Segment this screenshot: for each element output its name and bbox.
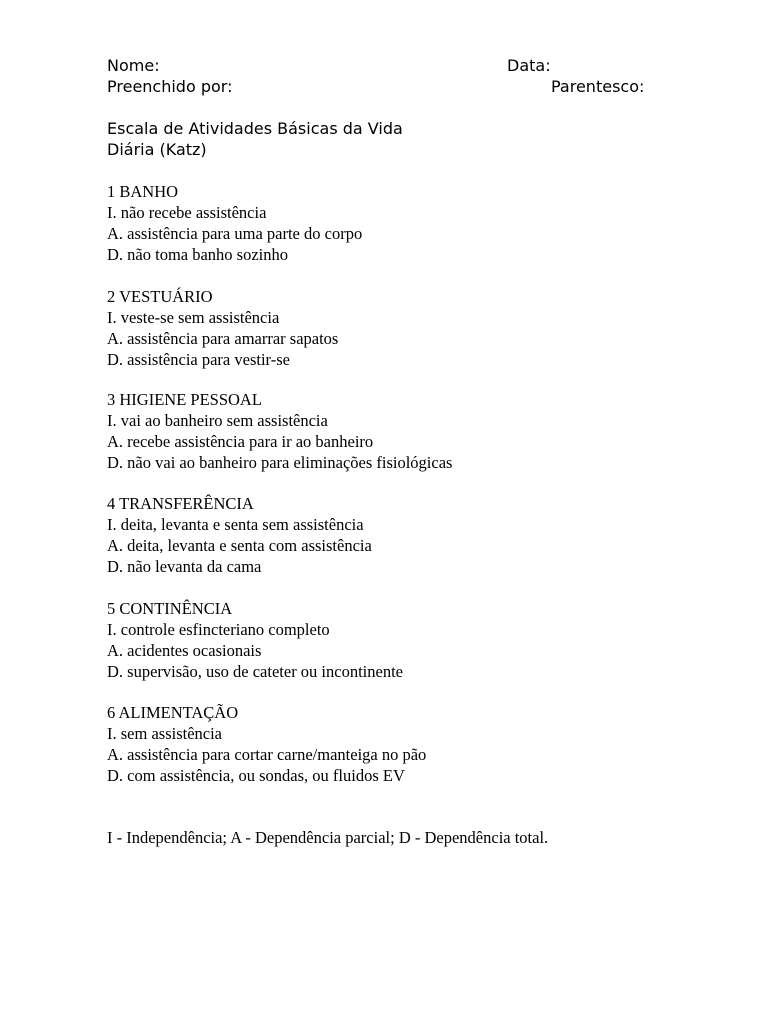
list-item: D. supervisão, uso de cateter ou incontinente bbox=[107, 662, 403, 681]
document-title-line-1: Escala de Atividades Básicas da Vida bbox=[107, 119, 403, 138]
list-item: I. vai ao banheiro sem assistência bbox=[107, 411, 328, 430]
section-alimentacao bbox=[107, 702, 426, 786]
list-item: I. sem assistência bbox=[107, 724, 223, 743]
section-heading: 5 CONTINÊNCIA bbox=[107, 599, 233, 618]
section-heading: 3 HIGIENE PESSOAL bbox=[107, 390, 262, 409]
list-item: I. deita, levanta e senta sem assistência bbox=[107, 515, 364, 534]
legend-text: I - Independência; A - Dependência parcial; D - Dependência total. bbox=[107, 828, 549, 847]
section-continencia bbox=[107, 598, 403, 682]
document-title bbox=[107, 118, 403, 160]
list-item: A. assistência para uma parte do corpo bbox=[107, 224, 363, 243]
list-item: A. assistência para cortar carne/manteiga no pão bbox=[107, 745, 427, 764]
parentesco-label: Parentesco: bbox=[551, 77, 645, 96]
section-heading: 4 TRANSFERÊNCIA bbox=[107, 494, 254, 513]
list-item: I. não recebe assistência bbox=[107, 203, 267, 222]
section-heading: 1 BANHO bbox=[107, 182, 179, 201]
section-banho bbox=[107, 181, 362, 265]
section-higiene-pessoal bbox=[107, 389, 452, 473]
section-transferencia bbox=[107, 493, 372, 577]
list-item: A. deita, levanta e senta com assistência bbox=[107, 536, 372, 555]
list-item: D. não levanta da cama bbox=[107, 557, 262, 576]
list-item: I. veste-se sem assistência bbox=[107, 308, 280, 327]
list-item: D. não vai ao banheiro para eliminações fisiológicas bbox=[107, 453, 453, 472]
section-heading: 2 VESTUÁRIO bbox=[107, 287, 213, 306]
list-item: D. com assistência, ou sondas, ou fluidos EV bbox=[107, 766, 405, 785]
preenchido-por-label: Preenchido por: bbox=[107, 77, 233, 96]
data-label: Data: bbox=[507, 56, 551, 75]
document-title-line-2: Diária (Katz) bbox=[107, 140, 207, 159]
list-item: A. acidentes ocasionais bbox=[107, 641, 262, 660]
list-item: A. recebe assistência para ir ao banheiro bbox=[107, 432, 374, 451]
list-item: D. não toma banho sozinho bbox=[107, 245, 289, 264]
section-heading: 6 ALIMENTAÇÃO bbox=[107, 703, 239, 722]
section-vestuario bbox=[107, 286, 338, 370]
list-item: I. controle esfincteriano completo bbox=[107, 620, 330, 639]
list-item: D. assistência para vestir-se bbox=[107, 350, 290, 369]
list-item: A. assistência para amarrar sapatos bbox=[107, 329, 339, 348]
nome-label: Nome: bbox=[107, 56, 160, 75]
